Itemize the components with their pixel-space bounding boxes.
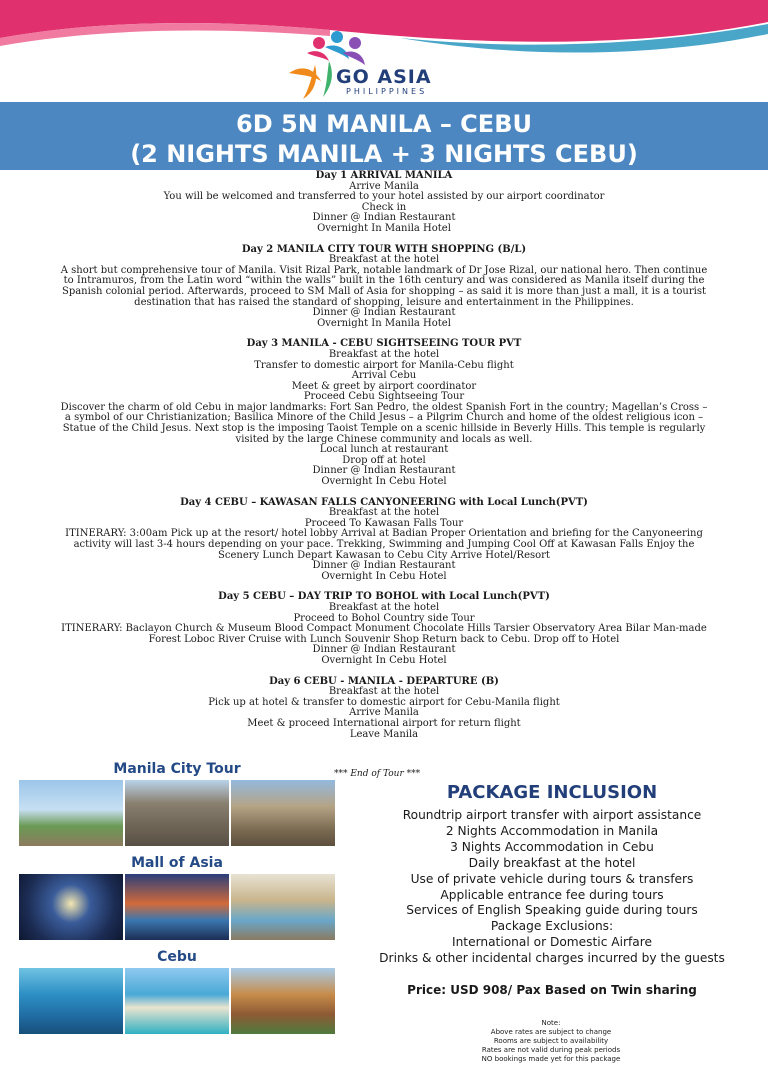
note-line: Rooms are subject to availability [493,1037,609,1045]
mall-interior-photo [231,874,335,940]
note-line: Rates are not valid during peak periods [481,1046,621,1054]
day-title: Day 4 CEBU – KAWASAN FALLS CANYONEERING with Local Lunch(PVT) [180,496,588,508]
note-line: Above rates are subject to change [490,1028,612,1036]
day-line: Breakfast at the hotel [328,254,440,266]
ferris-wheel-photo [19,874,123,940]
day-line: Arrive Manila [349,707,419,719]
day-line: Arrival Cebu [351,370,417,382]
inclusion-item: Daily breakfast at the hotel [468,855,636,870]
inclusion-item: Services of English Speaking guide during tours [406,903,698,918]
day-line: Overnight In Manila Hotel [317,317,451,329]
notes-heading: Note: [541,1019,561,1027]
day-line: Breakfast at the hotel [328,686,440,698]
day-line: Discover the charm of old Cebu in major landmarks: Fort San Pedro, the oldest Spanish Fort in the country; Magellan’s Cross – a symbol of our Christianization; Basilica Minore of the Child Jesus – a Pilgrim Church and home of the oldest religious icon – Statue of the Child Jesus. Next stop is the imposing Taoist Temple on a scenic hillside in Beverly Hills. This temple is regularly visited by the large Chinese community and locals as well. [60,401,708,445]
day-line: You will be welcomed and transferred to your hotel assisted by our airport coordinator [163,191,605,203]
day-5 [60,592,708,666]
day-line: Dinner @ Indian Restaurant [312,644,456,656]
inclusion-item: Use of private vehicle during tours & transfers [410,871,694,886]
inclusion-item: Applicable entrance fee during tours [440,887,664,902]
day-6 [60,677,708,741]
day-line: Check in [361,201,407,213]
day-line: Dinner @ Indian Restaurant [312,465,456,477]
day-3 [60,339,708,487]
day-line: Breakfast at the hotel [328,507,440,519]
day-line: Dinner @ Indian Restaurant [312,560,456,572]
day-line: Overnight In Cebu Hotel [321,570,447,582]
day-line: Proceed Cebu Sightseeing Tour [303,391,465,403]
itinerary [60,171,708,750]
day-line: Local lunch at restaurant [319,444,449,456]
brand-subtitle: PHILIPPINES [346,87,428,96]
tour-title-line2: (2 NIGHTS MANILA + 3 NIGHTS CEBU) [130,140,638,168]
day-line: ITINERARY: 3:00am Pick up at the resort/ hotel lobby Arrival at Badian Proper Orientation and briefing for the Canyoneering activity will last 3-4 hours depending on your pace. Trekking, Swimming and Jumping Cool Off at Kawasan Falls Enjoy the Scenery Lunch Depart Kawasan to Cebu City Arrive Hotel/Resort [65,528,703,561]
day-title: Day 1 ARRIVAL MANILA [315,170,453,181]
photo-row-manila [19,780,335,846]
day-line: Breakfast at the hotel [328,348,440,360]
gallery-title-mall: Mall of Asia [131,855,223,871]
tour-title-line1: 6D 5N MANILA – CEBU [236,110,532,138]
exclusion-item: International or Domestic Airfare [451,935,653,950]
day-line: ITINERARY: Baclayon Church & Museum Blood Compact Monument Chocolate Hills Tarsier Observatory Area Bilar Man-made Forest Loboc River Cruise with Lunch Souvenir Shop Return back to Cebu. Drop off to Hotel [61,623,707,645]
day-line: Meet & greet by airport coordinator [291,380,477,392]
package-inclusion [364,782,740,997]
exclusions-heading: Package Exclusions: [490,919,614,934]
whale-shark-photo [19,968,123,1034]
day-title: Day 2 MANILA CITY TOUR WITH SHOPPING (B/L) [241,243,527,255]
day-line: Overnight In Manila Hotel [317,222,451,234]
inclusion-item: Roundtrip airport transfer with airport assistance [402,808,702,822]
day-line: Transfer to domestic airport for Manila-Cebu flight [254,359,514,371]
day-line: Proceed to Bohol Country side Tour [293,612,475,624]
fort-santiago-photo [231,780,335,846]
inclusion-item: 3 Nights Accommodation in Cebu [450,839,654,854]
day-line: Arrive Manila [349,180,419,192]
mall-night-photo [125,874,229,940]
exclusion-item: Drinks & other incidental charges incurred by the guests [379,951,725,966]
day-line: A short but comprehensive tour of Manila. Visit Rizal Park, notable landmark of Dr Jose Rizal, our national hero. Then continue to Intramuros, from the Latin word “within the walls” built in the 16th century and was considered as Manila itself during the Spanish colonial period. Afterwards, proceed to SM Mall of Asia for shopping – as said it is more than just a mall, it is a tourist destination that has raised the standard of shopping, leisure and entertainment in the Philippines. [60,264,708,308]
island-beach-photo [125,968,229,1034]
gallery-title-manila: Manila City Tour [113,761,241,777]
day-line: Leave Manila [349,728,419,740]
day-2 [60,245,708,330]
day-line: Overnight In Cebu Hotel [321,476,447,488]
day-line: Proceed To Kawasan Falls Tour [304,517,464,529]
day-line: Pick up at hotel & transfer to domestic airport for Cebu-Manila flight [208,696,560,708]
day-title: Day 6 CEBU - MANILA - DEPARTURE (B) [269,675,499,687]
inclusion-title: PACKAGE INCLUSION [446,782,658,803]
day-1 [60,171,708,235]
note-line: NO bookings made yet for this package [481,1055,621,1063]
day-line: Dinner @ Indian Restaurant [312,307,456,319]
inclusion-item: 2 Nights Accommodation in Manila [445,823,659,838]
day-line: Dinner @ Indian Restaurant [312,212,456,224]
day-title: Day 5 CEBU – DAY TRIP TO BOHOL with Local Lunch(PVT) [218,591,550,603]
day-line: Meet & proceed International airport for return flight [247,717,521,729]
title-banner [0,102,768,170]
photo-row-mall [19,874,335,940]
notes [463,1019,639,1064]
day-title: Day 3 MANILA - CEBU SIGHTSEEING TOUR PVT [246,338,522,350]
day-line: Breakfast at the hotel [328,601,440,613]
day-4 [60,498,708,583]
brand-name: GO ASIA [336,66,432,88]
day-line: Overnight In Cebu Hotel [321,654,447,666]
intramuros-church-photo [125,780,229,846]
price: Price: USD 908/ Pax Based on Twin sharing [407,983,697,998]
gallery-title-cebu: Cebu [157,949,197,965]
end-of-tour: *** End of Tour *** [334,769,421,779]
photo-gallery [19,758,335,1040]
photo-row-cebu [19,968,335,1034]
day-line: Drop off at hotel [342,454,426,466]
rizal-park-photo [19,780,123,846]
taoist-temple-photo [231,968,335,1034]
